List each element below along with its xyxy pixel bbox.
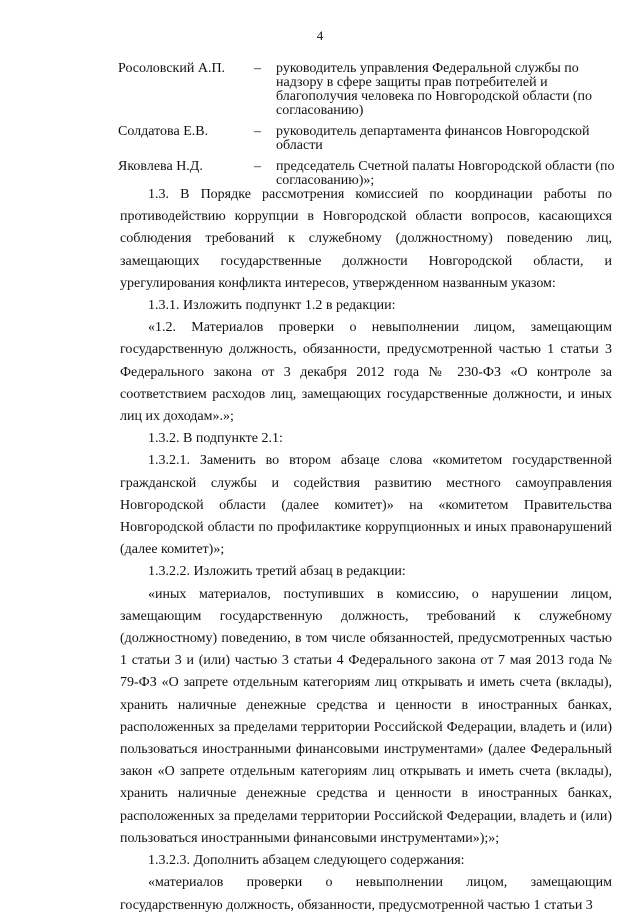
paragraph-quote-other-materials: «иных материалов, поступивших в комиссию, о нарушении лицом, замещающим государственную должность, требований к служебному (должностному) поведению, в том числе обязанностей, предусмотренных частью 1 статьи 3 и (или) частью 3 статьи 4 Федерального закона от 7 мая 2013 года № 79-ФЗ «О запрете отдельным категориям лиц открывать и иметь счета (вклады), хранить наличные денежные средства и ценности в иностранных банках, расположенных за пределами территории Российской Федерации, владеть и (или) пользоваться иностранными финансовыми инструментами» (далее Федеральный закон «О запрете отдельным категориям лиц открывать и иметь счета (вклады), хранить наличные денежные средства и ценности в иностранных банках, расположенных за пределами территории Российской Федерации, владеть и (или) пользоваться иностранными финансовыми инструментами»);»; — [120, 586, 612, 846]
paragraph-1-3-2-1: 1.3.2.1. Заменить во втором абзаце слова «комитетом государственной гражданской службы и содействия развитию местного самоуправления Новгородской области (далее комитет)» на «комитетом Правительства Новгородской области по профилактике коррупционных и иных правонарушений (далее комитет)»; — [120, 453, 612, 558]
member-dash: – — [254, 61, 261, 76]
paragraph-1-3: 1.3. В Порядке рассмотрения комиссией по координации работы по противодействию коррупции в Новгородской области вопросов, касающихся соблюдения требований к служебному (должностному) поведению лиц, замещающих государственные должности Новгородской области, и урегулирования конфликта интересов, утвержденном названным указом: — [120, 187, 612, 291]
member-name: Росоловский А.П. — [118, 61, 226, 76]
member-role: руководитель департамента финансов Новгородской области — [276, 124, 590, 153]
commission-members-list — [118, 62, 618, 195]
document-body — [120, 184, 612, 917]
member-dash: – — [254, 159, 261, 174]
member-role: руководитель управления Федеральной службы по надзору в сфере защиты прав потребителей и благополучия человека по Новгородской области (по согласованию) — [276, 61, 592, 118]
member-row — [118, 62, 618, 118]
member-name: Солдатова Е.В. — [118, 124, 209, 139]
paragraph-1-3-2-2: 1.3.2.2. Изложить третий абзац в редакции: — [148, 564, 406, 580]
member-role: председатель Счетной палаты Новгородской области (по согласованию)»; — [276, 159, 615, 188]
member-row — [118, 125, 618, 153]
page-number: 4 — [316, 28, 324, 43]
paragraph-1-3-1: 1.3.1. Изложить подпункт 1.2 в редакции: — [148, 298, 396, 314]
paragraph-1-3-2-3: 1.3.2.3. Дополнить абзацем следующего содержания: — [148, 853, 465, 869]
paragraph-1-3-2: 1.3.2. В подпункте 2.1: — [148, 431, 283, 447]
member-dash: – — [254, 124, 261, 139]
paragraph-quote-1-2: «1.2. Материалов проверки о невыполнении лицом, замещающим государственную должность, обязанности, предусмотренной частью 1 статьи 3 Федерального закона от 3 декабря 2012 года № 230-ФЗ «О контроле за соответствием расходов лиц, замещающих государственные должности, и иных лиц их доходам».»; — [120, 320, 612, 425]
member-name: Яковлева Н.Д. — [118, 159, 203, 174]
paragraph-quote-inspection: «материалов проверки о невыполнении лицом, замещающим государственную должность, обязанности, предусмотренной частью 1 статьи 3 — [120, 875, 612, 913]
